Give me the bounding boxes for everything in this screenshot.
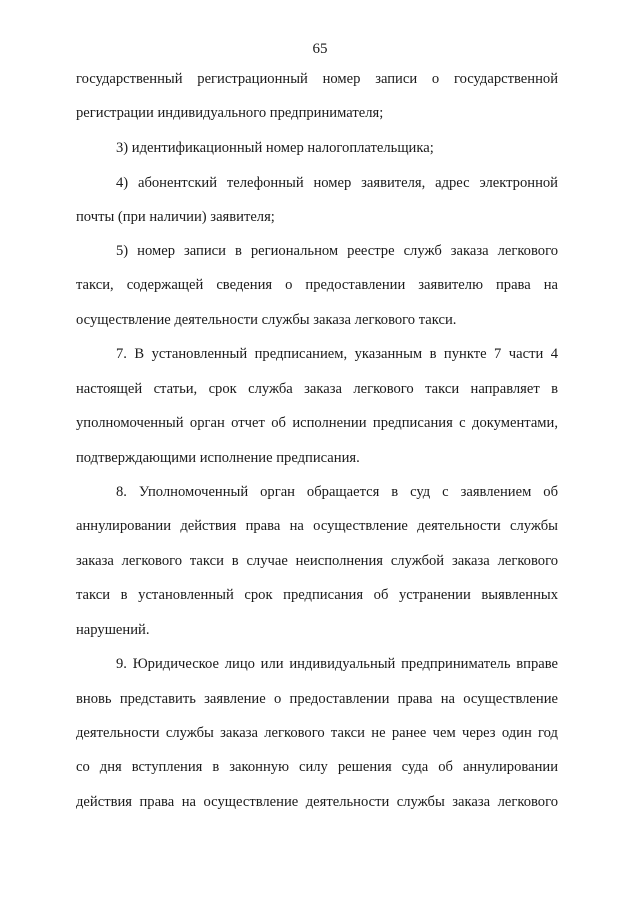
text-line: 8. Уполномоченный орган обращается в суд с заявлением об: [116, 484, 558, 500]
text-line: 3) идентификационный номер налогоплательщика;: [116, 140, 434, 156]
text-line: деятельности службы заказа легкового такси не ранее чем через один год: [76, 725, 558, 741]
text-line: такси, содержащей сведения о предоставлении заявителю права на: [76, 277, 558, 293]
text-line: нарушений.: [76, 622, 150, 638]
text-line: заказа легкового такси в случае неисполнения службой заказа легкового: [76, 553, 558, 569]
page-number: 65: [312, 41, 328, 57]
text-line: осуществление деятельности службы заказа легкового такси.: [76, 312, 457, 328]
text-line: подтверждающими исполнение предписания.: [76, 450, 360, 466]
text-line: аннулировании действия права на осуществление деятельности службы: [76, 518, 558, 534]
text-line: 4) абонентский телефонный номер заявителя, адрес электронной: [116, 175, 558, 191]
text-line: государственный регистрационный номер записи о государственной: [76, 71, 558, 87]
text-line: 7. В установленный предписанием, указанным в пункте 7 части 4: [116, 346, 558, 362]
text-line: вновь представить заявление о предоставлении права на осуществление: [76, 691, 558, 707]
text-line: регистрации индивидуального предпринимателя;: [76, 105, 384, 121]
text-line: со дня вступления в законную силу решения суда об аннулировании: [76, 759, 558, 775]
text-line: такси в установленный срок предписания об устранении выявленных: [76, 587, 558, 603]
text-line: почты (при наличии) заявителя;: [76, 209, 275, 225]
text-line: 5) номер записи в региональном реестре служб заказа легкового: [116, 243, 558, 259]
text-line: 9. Юридическое лицо или индивидуальный предприниматель вправе: [116, 656, 558, 672]
text-line: настоящей статьи, срок служба заказа легкового такси направляет в: [76, 381, 558, 397]
text-line: действия права на осуществление деятельности службы заказа легкового: [76, 794, 558, 810]
text-line: уполномоченный орган отчет об исполнении предписания с документами,: [76, 415, 558, 431]
